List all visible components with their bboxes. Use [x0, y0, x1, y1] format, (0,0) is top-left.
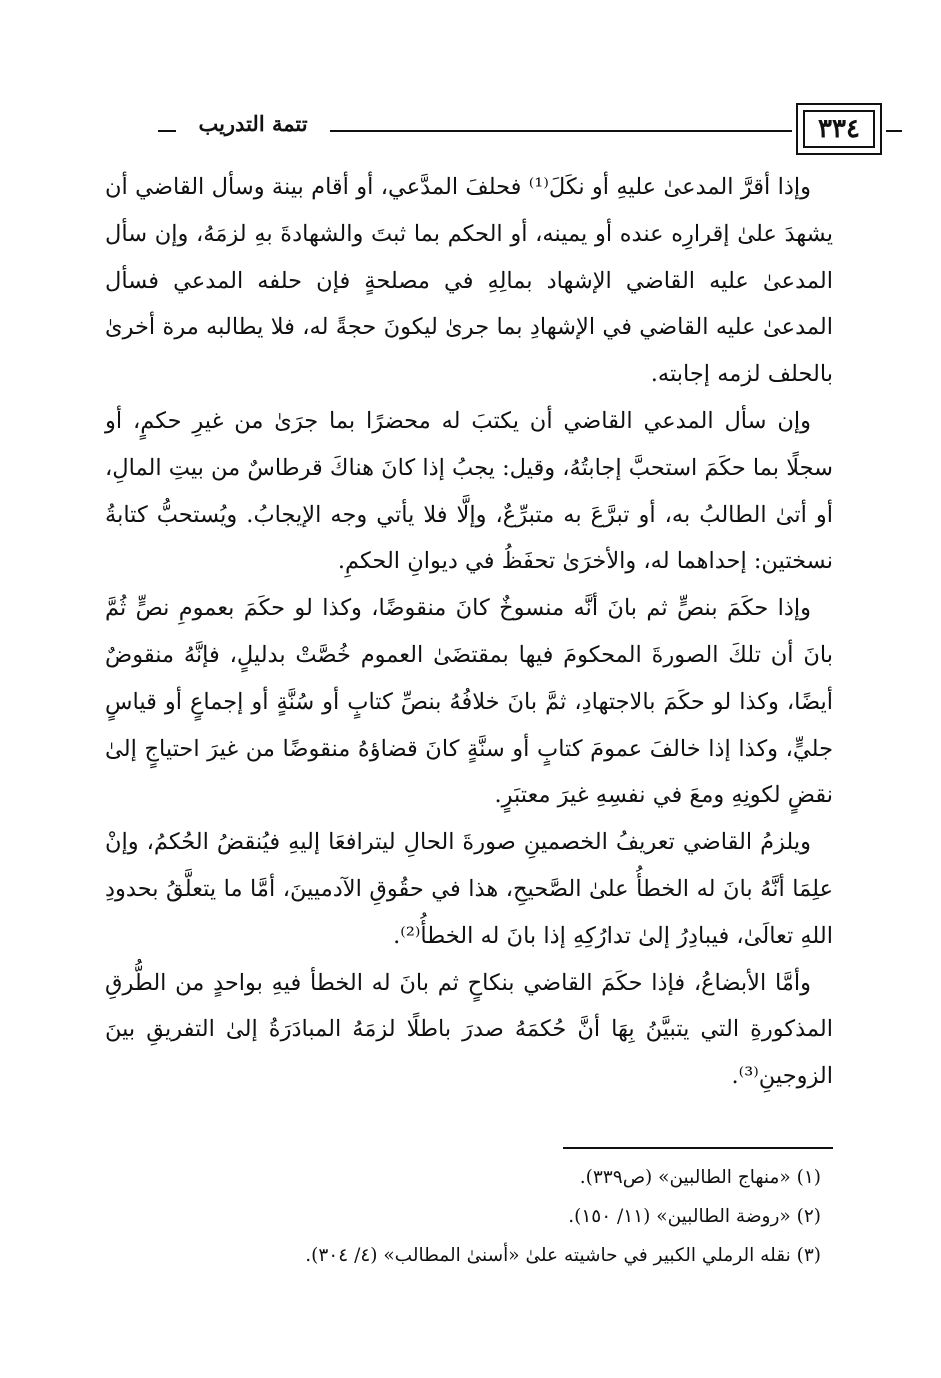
page-number: ٣٣٤: [803, 110, 875, 148]
footnote-3: (٣) نقله الرملي الكبير في حاشيته علىٰ «أسنىٰ المطالب» (٤/ ٣٠٤).: [305, 1245, 821, 1266]
footnote-2: (٢) «روضة الطالبين» (١١/ ١٥٠).: [568, 1206, 821, 1227]
paragraph-5: وأمَّا الأبضاعُ، فإذا حكَمَ القاضي بنكاحٍ ثم بانَ له الخطأ فيهِ بواحدٍ من الطُّرقِ المذكورةِ التي يتبيَّنُ بِهَا أنَّ حُكمَهُ صدرَ باطلًا لزمَهُ المبادَرَةُ إلىٰ التفريقِ بينَ الزوجينِ⁽³⁾.: [105, 969, 833, 1090]
paragraph-2: وإن سأل المدعي القاضي أن يكتبَ له محضرًا بما جرَىٰ من غيرِ حكمٍ، أو سجلًا بما حكَمَ استحبَّ إجابتُهُ، وقيل: يجبُ إذا كانَ هناكَ قرطاسٌ من بيتِ المالِ، أو أتىٰ الطالبُ به، أو تبرَّعَ به متبرِّعٌ، وإلَّا فلا يأتي وجه الإيجابُ. ويُستحبُّ كتابةُ نسختين: إحداهما له، والأخرَىٰ تحفَظُ في ديوانِ الحكمِ.: [105, 407, 833, 575]
header-rule-middle: [330, 130, 792, 132]
page-number-frame: [796, 103, 882, 155]
paragraph-1: وإذا أقرَّ المدعىٰ عليهِ أو نكَلَ⁽¹⁾ فحلفَ المدَّعي، أو أقام بينة وسأل القاضي أن يشهدَ علىٰ إقرارِه عنده أو يمينه، أو الحكم بما ثبتَ والشهادةَ بهِ لزمَهُ، وإن سأل المدعىٰ عليه القاضي الإشهاد بمالِهِ في مصلحةٍ فإن حلفه المدعي فسأل المدعىٰ عليه القاضي في الإشهادِ بما جرىٰ ليكونَ حجةً له، فلا يطالبه مرة أخرىٰ بالحلف لزمه إجابته.: [105, 174, 833, 388]
footnote-1: (١) «منهاج الطالبين» (ص٣٣٩).: [579, 1167, 821, 1188]
header-rule-left: [158, 130, 176, 132]
header-rule-right: [886, 130, 902, 132]
running-title: تتمة التدريب: [198, 111, 308, 136]
footnote-separator: [563, 1147, 833, 1149]
page-header: [78, 103, 860, 159]
paragraph-3: وإذا حكَمَ بنصٍّ ثم بانَ أنَّه منسوخٌ كانَ منقوضًا، وكذا لو حكَمَ بعمومِ نصٍّ ثُمَّ بانَ أن تلكَ الصورةَ المحكومَ فيها بمقتضَىٰ العموم خُصَّتْ بدليلٍ، فإنَّهُ منقوضٌ أيضًا، وكذا لو حكَمَ بالاجتهادِ، ثمَّ بانَ خلافُهُ بنصِّ كتابٍ أو سُنَّةٍ أو إجماعٍ أو قياسٍ جليٍّ، وكذا إذا خالفَ عمومَ كتابٍ أو سنَّةٍ كانَ قضاؤهُ منقوضًا من غيرَ احتياجٍ إلىٰ نقضٍ لكونِهِ ومعَ في نفسِهِ غيرَ معتبَرٍ.: [105, 595, 833, 809]
footnotes: [105, 1158, 833, 1275]
paragraph-4: ويلزمُ القاضي تعريفُ الخصمينِ صورةَ الحالِ ليترافعَا إليهِ فيُنقضُ الحُكمُ، وإنْ علِمَا أنَّهُ بانَ له الخطأُ علىٰ الصَّحيحِ، هذا في حقُوقِ الآدميينَ، أمَّا ما يتعلَّقُ بحدودِ اللهِ تعالَىٰ، فيبادِرُ إلىٰ تدارُكِهِ إذا بانَ له الخطأُ⁽²⁾.: [105, 829, 833, 949]
main-text: [105, 164, 833, 1100]
